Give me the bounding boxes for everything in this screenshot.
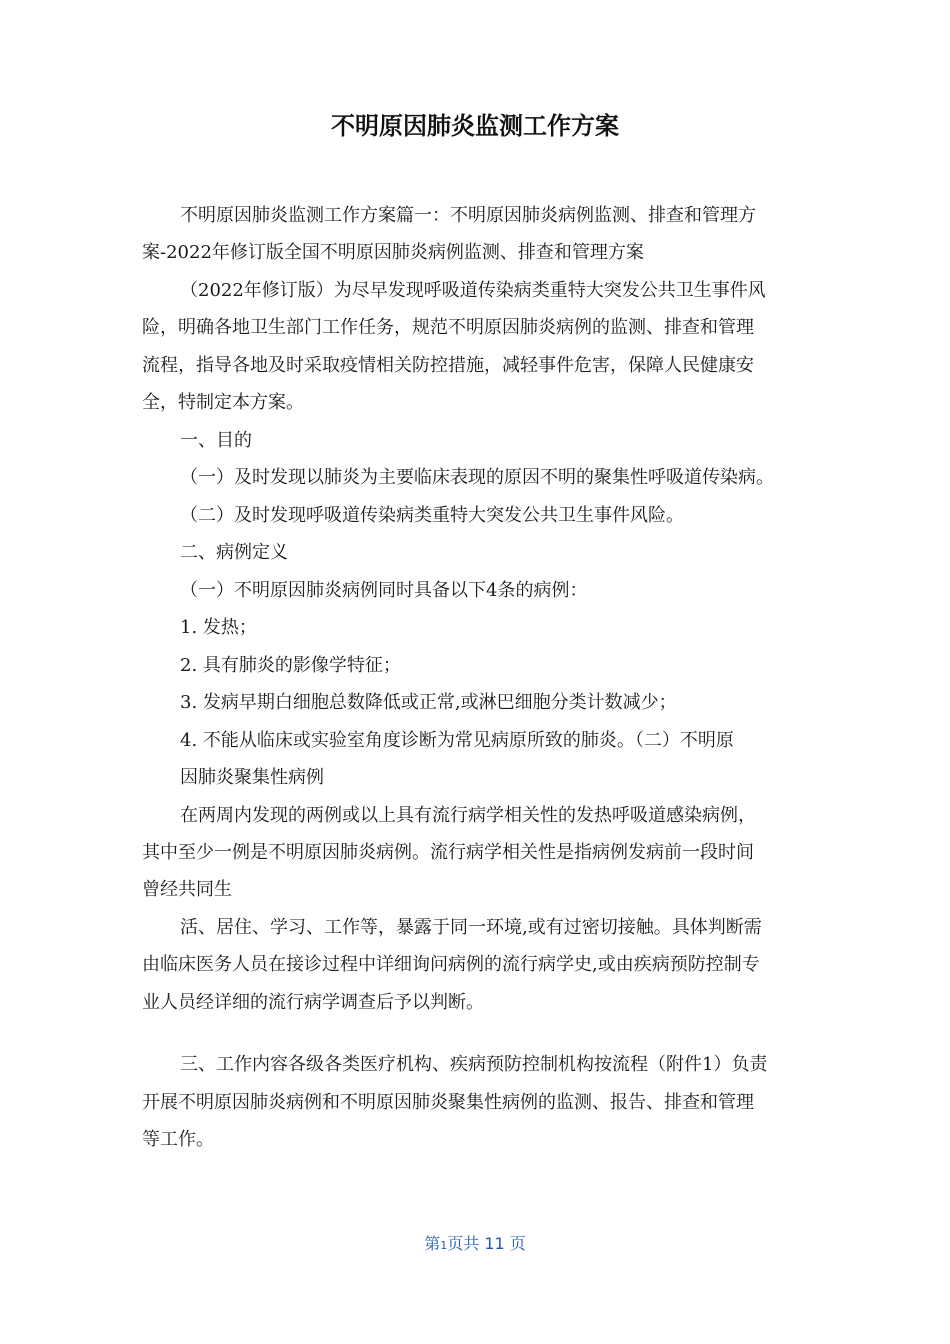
footer-suffix: 页共 11 页 <box>447 1234 526 1253</box>
list-item: 2. 具有肺炎的影像学特征； <box>180 655 401 676</box>
body-line: 险，明确各地卫生部门工作任务，规范不明原因肺炎病例的监测、排查和管理 <box>142 317 754 338</box>
body-line: 等工作。 <box>142 1129 214 1150</box>
document-title: 不明原因肺炎监测工作方案 <box>331 112 619 140</box>
body-line: （二）及时发现呼吸道传染病类重特大突发公共卫生事件风险。 <box>180 505 684 526</box>
body-line: 不明原因肺炎监测工作方案篇一：不明原因肺炎病例监测、排查和管理方 <box>180 205 756 226</box>
body-line: （一）及时发现以肺炎为主要临床表现的原因不明的聚集性呼吸道传染病。 <box>180 467 774 488</box>
section-heading-purpose: 一、目的 <box>180 430 252 451</box>
body-line: 流程，指导各地及时采取疫情相关防控措施，减轻事件危害，保障人民健康安 <box>142 355 754 376</box>
section-heading-work-content: 三、工作内容各级各类医疗机构、疾病预防控制机构按流程（附件1）负责 <box>180 1054 768 1075</box>
body-line: 业人员经详细的流行病学调查后予以判断。 <box>142 992 484 1013</box>
body-line: 活、居住、学习、工作等，暴露于同一环境,或有过密切接触。具体判断需 <box>180 917 762 938</box>
body-line: 全，特制定本方案。 <box>142 392 304 413</box>
list-item: 1. 发热； <box>180 617 257 638</box>
body-line: （一）不明原因肺炎病例同时具备以下4条的病例： <box>180 580 588 601</box>
body-line: 其中至少一例是不明原因肺炎病例。流行病学相关性是指病例发病前一段时间 <box>142 842 754 863</box>
list-item: 4. 不能从临床或实验室角度诊断为常见病原所致的肺炎。（二）不明原 <box>180 730 734 751</box>
section-heading-case-definition: 二、病例定义 <box>180 542 288 563</box>
body-line: 曾经共同生 <box>142 879 232 900</box>
footer-page-number: 1 <box>440 1239 448 1252</box>
body-line: 由临床医务人员在接诊过程中详细询问病例的流行病学史,或由疾病预防控制专 <box>142 954 760 975</box>
footer-prefix: 第 <box>424 1234 441 1253</box>
body-line: 开展不明原因肺炎病例和不明原因肺炎聚集性病例的监测、报告、排查和管理 <box>142 1092 754 1113</box>
body-line: （2022年修订版）为尽早发现呼吸道传染病类重特大突发公共卫生事件风 <box>180 280 766 301</box>
body-line: 因肺炎聚集性病例 <box>180 767 324 788</box>
body-line: 案-2022年修订版全国不明原因肺炎病例监测、排查和管理方案 <box>142 242 644 263</box>
page-footer <box>0 1233 950 1257</box>
body-line: 在两周内发现的两例或以上具有流行病学相关性的发热呼吸道感染病例， <box>180 805 756 826</box>
list-item: 3. 发病早期白细胞总数降低或正常,或淋巴细胞分类计数减少； <box>180 692 677 713</box>
